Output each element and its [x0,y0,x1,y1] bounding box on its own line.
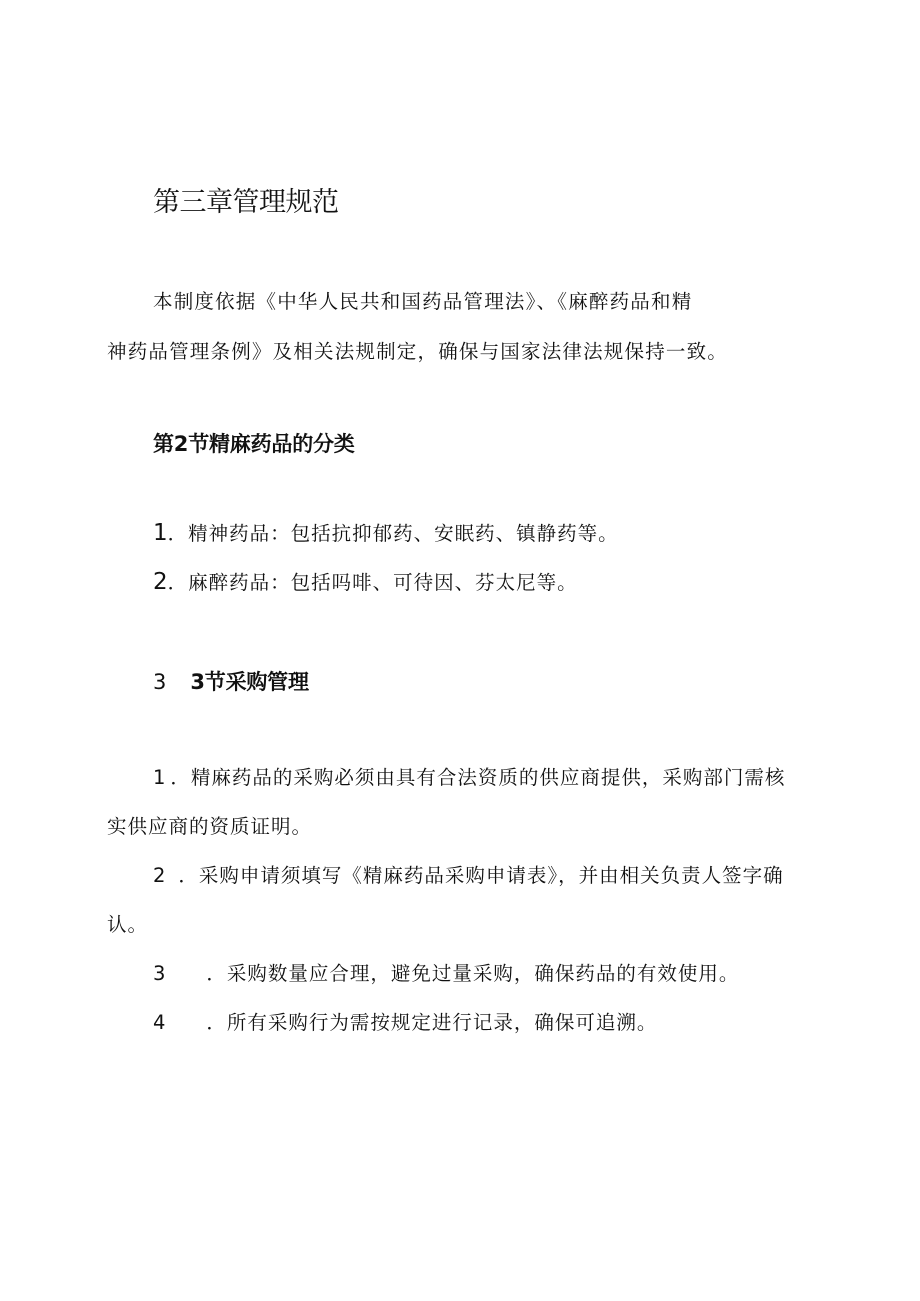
list-item-text: ．采购数量应合理，避免过量采购，确保药品的有效使用。 [206,962,740,985]
chapter-title: 第三章管理规范 [153,187,339,218]
list-item-number: 2 [153,569,168,595]
intro-line-1: 本制度依据《中华人民共和国药品管理法》、《麻醉药品和精 [153,290,693,313]
section-3-heading [153,666,309,696]
section-3-heading-number: 3 [153,670,167,694]
list-item-text: ．精神药品：包括抗抑郁药、安眠药、镇静药等。 [167,522,619,545]
list-item [153,958,739,986]
list-item [153,567,578,595]
list-item-text: ．采购申请须填写《精麻药品采购申请表》，并由相关负责人签字确 [178,864,784,887]
section-2-heading: 第2节精麻药品的分类 [153,432,355,456]
list-item [153,762,785,790]
list-item-continuation: 实供应商的资质证明。 [107,815,313,838]
list-item [153,860,784,888]
list-item-number: 4 [153,1011,167,1034]
list-item-text: ．麻醉药品：包括吗啡、可待因、芬太尼等。 [167,571,578,594]
intro-line-2: 神药品管理条例》及相关法规制定，确保与国家法律法规保持一致。 [107,340,729,363]
list-item-number: 2 [153,864,167,887]
list-item-number: 1 [153,520,168,546]
list-item-text: ．精麻药品的采购必须由具有合法资质的供应商提供，采购部门需核 [170,766,786,789]
list-item-number: 3 [153,962,167,985]
list-item [153,1007,657,1035]
list-item [153,518,619,546]
list-item-continuation: 认。 [107,913,149,936]
list-item-number: 1 [153,766,167,789]
list-item-text: ．所有采购行为需按规定进行记录，确保可追溯。 [206,1011,658,1034]
section-3-heading-text: 3节采购管理 [190,670,309,694]
